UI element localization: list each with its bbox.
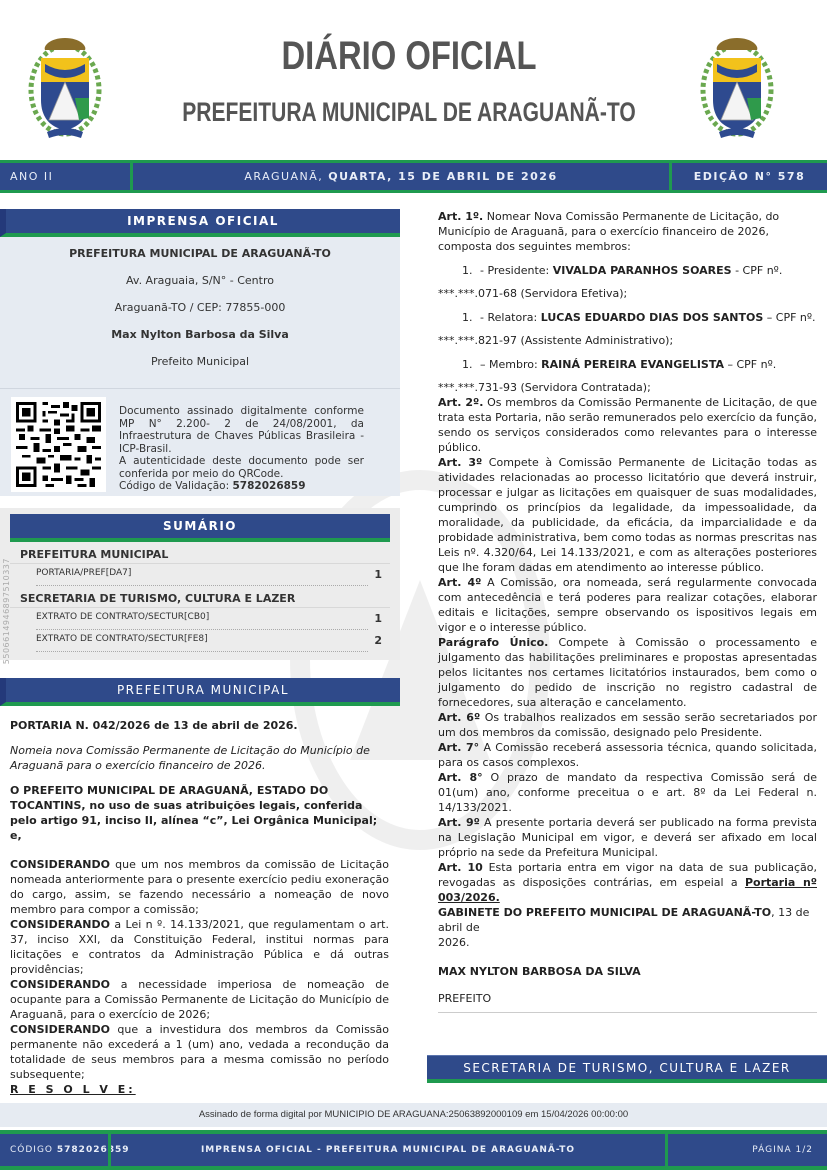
summary-item-label: EXTRATO DE CONTRATO/SECTUR[CB0] — [36, 612, 210, 622]
gabinete-year: 2026. — [438, 936, 470, 949]
article-paragraph — [438, 710, 817, 740]
summary-item-label: PORTARIA/PREF[DA7] — [36, 568, 132, 578]
validation-code-label: Código de Validação: — [119, 480, 230, 492]
article-paragraph — [438, 815, 817, 860]
signer-role: PREFEITO — [438, 991, 817, 1013]
list-number: 1. — [462, 311, 473, 324]
considerando-paragraph — [10, 1022, 389, 1082]
considerando-text: a Lei n º. 14.133/2021, que regulamentam o art. 37, inciso XXI, da Constituição Federal, institui normas para licitações e contratos da Administração Pública e dá outras providências; — [10, 918, 389, 976]
member-name: RAINÁ PEREIRA EVANGELISTA — [541, 358, 724, 371]
footer-title: IMPRENSA OFICIAL - PREFEITURA MUNICIPAL DE ARAGUANÃ-TO — [108, 1134, 668, 1166]
member-cpf: ***.***.071-68 (Servidora Efetiva); — [438, 287, 628, 300]
summary-item-page: 1 — [374, 568, 382, 581]
newspaper-title: DIÁRIO OFICIAL — [281, 34, 537, 78]
newspaper-subtitle: PREFEITURA MUNICIPAL DE ARAGUANÃ-TO — [182, 97, 636, 127]
digital-signature-box — [0, 388, 400, 496]
vertical-document-code: 5506614946897510337 — [2, 558, 11, 665]
member-item — [438, 310, 817, 325]
considerando-paragraph — [10, 857, 389, 917]
member-role: – Membro: — [480, 358, 542, 371]
article-text: Compete à Comissão Permanente de Licitação todas as atividades relacionadas ao processo licitatório que deverá instruir, processar e julgar as licitações em quaisquer de suas modalidades, cumprindo os princípios da legalidade, da impessoalidade, da moralidade, da publicidade, da eficácia, da imparcialidade e da probidade administrativa, bem como todas as normas prescritas nas Leis nº. 4.320/64, Lei 14.133/2021, e com as alterações posteriores que lhe foram dadas em atendimento ao interesse público. — [438, 456, 817, 574]
member-item — [438, 263, 817, 278]
org-address: Av. Araguaia, S/N° - Centro — [126, 274, 274, 287]
gabinete-line — [438, 905, 817, 950]
qr-code-icon — [16, 402, 101, 487]
member-role: - Presidente: — [480, 264, 553, 277]
portaria-preamble: O PREFEITO MUNICIPAL DE ARAGUANÃ, ESTADO DO TOCANTINS, no uso de suas atribuições legais, conferida pelo artigo 91, inciso II, alínea “c”, Lei Orgânica Municipal; e, — [10, 784, 378, 842]
member-cpf: ***.***.731-93 (Servidora Contratada); — [438, 381, 651, 394]
signer-name: MAX NYLTON BARBOSA DA SILVA — [438, 965, 641, 978]
article-text: A Comissão receberá assessoria técnica, quando solicitada, para os casos complexos. — [438, 741, 818, 769]
summary-item[interactable] — [36, 608, 382, 630]
article-paragraph — [438, 635, 817, 710]
article-paragraph — [438, 455, 817, 575]
date-label — [130, 163, 672, 190]
summary-item-page: 2 — [374, 634, 382, 647]
considerando-text: a necessidade imperiosa de nomeação de ocupante para a Comissão Permanente de Licitação do Município de Araguanã, para o exercício de 2026; — [10, 978, 389, 1021]
article-lead: Parágrafo Único. — [438, 636, 549, 649]
revoked-portaria-link[interactable]: Portaria nº 003/2026. — [438, 876, 817, 904]
article-1 — [438, 209, 817, 254]
article-text: A presente portaria deverá ser publicado na forma prevista na Legislação Municipal em vigor, e deverá ser afixado em local próprio na sede da Prefeitura Municipal. — [438, 816, 818, 859]
summary-group-title: SECRETARIA DE TURISMO, CULTURA E LAZER — [10, 586, 390, 608]
member-name: LUCAS EDUARDO DIAS DOS SANTOS — [540, 311, 764, 324]
footer-code-label: CÓDIGO — [10, 1145, 54, 1155]
mayor-role: Prefeito Municipal — [150, 355, 250, 368]
article-text: O prazo de mandato da respectiva Comissão será de 01(um) ano, conforme preceitua o e art. 8º da Lei Federal n. 14/133/2021. — [438, 771, 817, 814]
article-text: Os trabalhos realizados em sessão serão secretariados por um dos membros da comissão, designado pelo Presidente. — [438, 711, 818, 739]
member-item — [438, 357, 817, 372]
considerando-lead: CONSIDERANDO — [10, 978, 110, 991]
considerando-text: que a investidura dos membros da Comissão permanente não excederá a 1 (um) ano, vedada a recondução da totalidade de seus membros para a mesma comissão no período subsequente; — [10, 1023, 389, 1081]
article-text: Compete à Comissão o processamento e julgamento das habilitações preliminares e propostas apresentadas pelos licitantes nos certames licitatórios instaurados, bem como o julgamento do pedido de inscrição no registro cadastral de fornecedores, sua alteração e cancelamento. — [438, 636, 817, 709]
summary-header: SUMÁRIO — [10, 514, 390, 542]
list-number: 1. — [462, 358, 473, 371]
footer-code-value: 5782026859 — [56, 1145, 130, 1155]
edition-bar — [0, 160, 827, 193]
article-lead: Art. 8° — [438, 771, 483, 784]
footer-code — [0, 1134, 130, 1166]
qr-code[interactable] — [11, 397, 106, 492]
article-paragraph — [438, 395, 817, 455]
footer-page: PÁGINA 1/2 — [752, 1145, 813, 1155]
left-column — [0, 209, 400, 1097]
summary-item[interactable] — [36, 630, 382, 652]
article-lead: Art. 3º — [438, 456, 483, 469]
imprensa-info — [0, 237, 400, 388]
summary-box — [0, 508, 400, 665]
portaria-body-left — [0, 706, 400, 1097]
imprensa-header: IMPRENSA OFICIAL — [0, 209, 400, 237]
summary-item-page: 1 — [374, 612, 382, 625]
section-header-sectur-wrap — [427, 1055, 827, 1083]
member-name: VIVALDA PARANHOS SOARES — [552, 264, 732, 277]
article-lead: Art. 9º — [438, 816, 480, 829]
portaria-title: PORTARIA N. 042/2026 de 13 de abril de 2026. — [10, 719, 298, 732]
considerando-text: que um nos membros da comissão de Licitação nomeada anteriormente para o presente exercício pediu exoneração do cargo, assim, se fazendo necessário a nomeação de novo membro para compor a comissão; — [10, 858, 389, 916]
article-text: Esta portaria entra em vigor na data de sua publicação, revogadas as disposições contrárias, em espeial a — [438, 861, 817, 889]
masthead — [0, 0, 827, 160]
summary-item-label: EXTRATO DE CONTRATO/SECTUR[FE8] — [36, 634, 208, 644]
section-header-prefeitura: PREFEITURA MUNICIPAL — [0, 678, 400, 706]
article-lead: Art. 4º — [438, 576, 482, 589]
article-lead: Art. 6º — [438, 711, 481, 724]
article-paragraph — [438, 575, 817, 635]
considerando-paragraph — [10, 977, 389, 1022]
gabinete-lead: GABINETE DO PREFEITO MUNICIPAL DE ARAGUANÃ-TO — [438, 906, 772, 919]
member-role: - Relatora: — [480, 311, 541, 324]
considerando-paragraph — [10, 917, 389, 977]
article-lead: Art. 2º. — [438, 396, 484, 409]
article-text: Os membros da Comissão Permanente de Licitação, de que trata esta Portaria, não serão remunerados pelo exercício da função, sendo os serviços considerados como relevantes para o interesse público. — [438, 396, 817, 454]
date-value: QUARTA, 15 DE ABRIL DE 2026 — [328, 170, 558, 183]
member-cpf: ***.***.821-97 (Assistente Administrativo); — [438, 334, 674, 347]
org-name: PREFEITURA MUNICIPAL DE ARAGUANÃ-TO — [69, 247, 331, 260]
year-label: ANO II — [0, 163, 130, 190]
member-cpf-label: – CPF nº. — [724, 358, 777, 371]
footer-bar — [0, 1130, 827, 1170]
signature-legal-text: Documento assinado digitalmente conforme MP N° 2.200- 2 de 24/08/2001, da Infraestrutura de Chaves Públicas Brasileira - ICP-Brasil. — [119, 405, 364, 455]
article-paragraph — [438, 740, 817, 770]
right-column — [438, 209, 817, 1013]
member-cpf-label: – CPF nº. — [763, 311, 816, 324]
list-number: 1. — [462, 264, 473, 277]
summary-group-title: PREFEITURA MUNICIPAL — [10, 542, 390, 564]
coat-of-arms-icon — [697, 28, 777, 146]
article-lead: Art. 7° — [438, 741, 480, 754]
city-label: ARAGUANÃ, — [244, 170, 324, 183]
portaria-ementa: Nomeia nova Comissão Permanente de Licitação do Município de Araguanã para o exercício financeiro de 2026. — [10, 744, 370, 772]
summary-item[interactable] — [36, 564, 382, 586]
article-10 — [438, 860, 817, 905]
considerando-lead: CONSIDERANDO — [10, 1023, 110, 1036]
mayor-name: Max Nylton Barbosa da Silva — [111, 328, 289, 341]
article-paragraph — [438, 770, 817, 815]
article-text: Nomear Nova Comissão Permanente de Licitação, do Município de Araguanã, para o exercício financeiro de 2026, composta dos seguintes membros: — [438, 210, 780, 253]
section-header-sectur: SECRETARIA DE TURISMO, CULTURA E LAZER — [427, 1055, 827, 1083]
signature-text — [119, 405, 364, 493]
considerando-lead: CONSIDERANDO — [10, 858, 110, 871]
considerando-lead: CONSIDERANDO — [10, 918, 110, 931]
validation-code: 5782026859 — [232, 480, 306, 492]
resolve-heading: R E S O L V E: — [10, 1083, 136, 1096]
org-city-cep: Araguanã-TO / CEP: 77855-000 — [114, 301, 286, 314]
edition-label: EDIÇÃO N° 578 — [693, 170, 806, 183]
member-cpf-label: - CPF nº. — [731, 264, 783, 277]
article-lead: Art. 1º. — [438, 210, 484, 223]
article-text: A Comissão, ora nomeada, será regularmente convocada com antecedência e terá poderes para realizar cotações, elaborar editais e licitações, sempre observando os ispositivos legais em vigor e o interesse público. — [438, 576, 817, 634]
gabinete-date: , 13 de abril de — [438, 906, 810, 934]
signature-auth-text: A autenticidade deste documento pode ser conferida por meio do QRCode. — [119, 455, 364, 480]
digital-signature-footer: Assinado de forma digital por MUNICIPIO DE ARAGUANA:25063892000109 em 15/04/2026 00:00:00 — [0, 1103, 827, 1127]
article-lead: Art. 10 — [438, 861, 483, 874]
